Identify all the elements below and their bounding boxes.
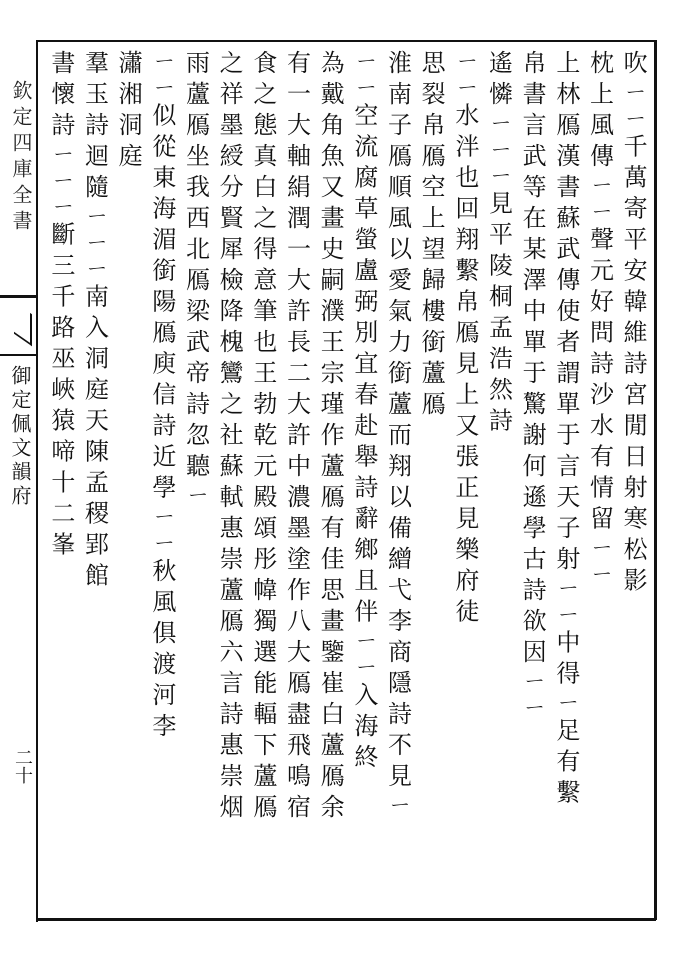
text-column-2: 枕上風傳ㄧㄧ聲元好問詩沙水有情留ㄧㄧ — [585, 50, 614, 589]
text-column-13: 之祥墨綬分賢犀檢降槐鸞之社蘇軾惠崇蘆鴈六言詩惠崇烟 — [215, 50, 244, 825]
text-column-12: 食之態真白之得意筆也王勃乾元殿頌彤幃獨選能輻下蘆鴈 — [248, 50, 277, 825]
text-column-16: 瀟湘洞庭 — [114, 50, 143, 174]
text-column-11: 有一大軸絹潤一大許長二大許中濃墨塗作八大鴈盡飛鳴宿 — [282, 50, 311, 825]
frame-right-rule — [654, 40, 657, 920]
text-column-14: 雨蘆鴈坐我西北鴈梁武帝詩忽聽ㄧ — [181, 50, 210, 511]
text-column-8: 淮南子鴈順風以愛氣力銜蘆而翔以備繒弋李商隱詩不見ㄧ — [383, 50, 412, 821]
text-column-6: ㄧㄧ水泮也回翔繫帛鴈見上又張正見樂府徒 — [450, 50, 479, 630]
gutter-series-title: 欽定四庫全書 — [9, 80, 33, 236]
fish-tail-mark — [0, 295, 36, 356]
text-column-10: 為戴角魚又畫史嗣濮王宗瑾作蘆鴈有佳思畫鑒崔白蘆鴈余 — [316, 50, 345, 825]
margin-gutter — [0, 40, 36, 920]
gutter-book-title: 御定佩文韻府 — [8, 365, 32, 509]
frame-bottom-rule — [36, 918, 656, 921]
gutter-page-number: 二十 — [12, 748, 33, 784]
text-column-15: ㄧㄧ似從東海湄銜陽鴈庾信詩近學ㄧㄧ秋風俱渡河李 — [147, 50, 176, 744]
text-column-7: 思裂帛鴈空上望歸樓銜蘆鴈 — [417, 50, 446, 422]
text-column-17: 羣玉詩迴隨ㄧㄧㄧ南入洞庭天陳孟稷郢館 — [80, 50, 109, 594]
text-column-4: 帛書言武等在某澤中單于驚謝何遜學古詩欲因ㄧㄧ — [518, 50, 547, 723]
text-column-9: ㄧㄧ空流腐草螢盧弼別宜春赴舉詩辭鄉且伴ㄧㄧ入海終 — [349, 50, 378, 775]
text-column-3: 上林鴈漢書蘇武傳使者謂單于言天子射ㄧㄧ中得ㄧ足有繫 — [551, 50, 580, 811]
text-column-1: 吹ㄧㄧ千萬寄平安韓維詩宮閒日射寒松影 — [619, 50, 648, 599]
text-column-18: 書懷詩ㄧㄧㄧ斷三千路巫峽猿啼十二峯 — [46, 50, 75, 563]
text-column-5: 遙憐ㄧㄧㄧ見平陵桐孟浩然詩 — [484, 50, 513, 439]
